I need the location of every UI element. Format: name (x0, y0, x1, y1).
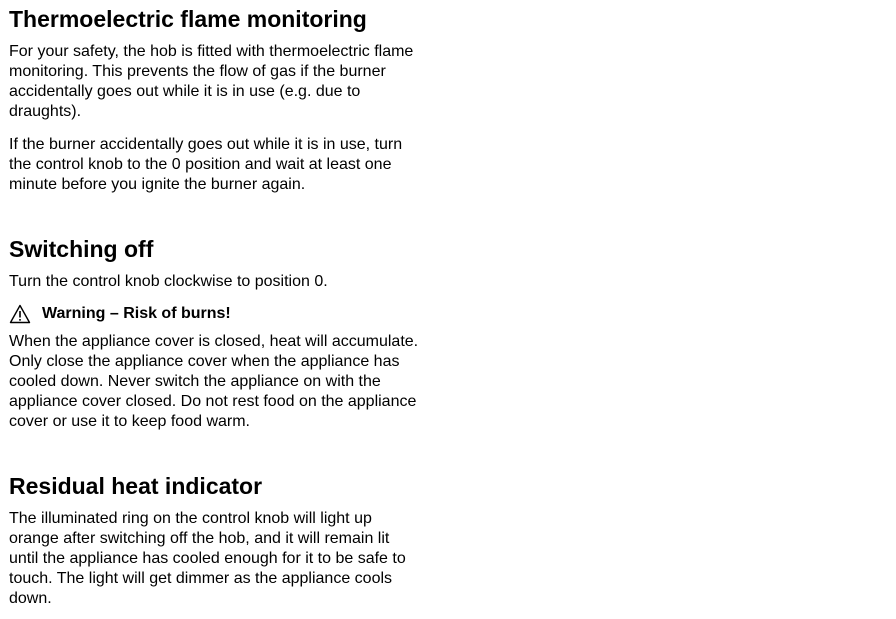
text-line: orange after switching off the hob, and it will remain lit (9, 530, 390, 547)
text-line: When the appliance cover is closed, heat will accumulate. (9, 333, 419, 350)
section-title-switching-off: Switching off (9, 236, 154, 262)
paragraph-switching-off (9, 272, 328, 292)
warning-label: Warning – Risk of burns! (42, 305, 231, 322)
text-line: For your safety, the hob is fitted with thermoelectric flame (9, 43, 414, 60)
text-line: cover or use it to keep food warm. (9, 413, 250, 430)
paragraph-burner-out (9, 135, 402, 195)
text-line: Turn the control knob clockwise to position 0. (9, 273, 328, 290)
text-line: appliance cover closed. Do not rest food on the appliance (9, 393, 417, 410)
text-line: If the burner accidentally goes out while it is in use, turn (9, 136, 403, 153)
text-line: the control knob to the 0 position and wait at least one (9, 156, 392, 173)
paragraph-warning-burns (9, 332, 418, 432)
text-line: monitoring. This prevents the flow of gas if the burner (9, 63, 386, 80)
section-title-residual-heat: Residual heat indicator (9, 473, 263, 499)
warning-heading (9, 302, 231, 326)
text-line: until the appliance has cooled enough for it to be safe to (9, 550, 406, 567)
text-line: draughts). (9, 103, 82, 120)
text-line: cooled down. Never switch the appliance on with the (9, 373, 381, 390)
text-line: accidentally goes out while it is in use (e.g. due to (9, 83, 361, 100)
warning-triangle-icon (9, 304, 31, 324)
text-line: Only close the appliance cover when the appliance has (9, 353, 400, 370)
text-line: The illuminated ring on the control knob will light up (9, 510, 372, 527)
paragraph-flame-monitoring (9, 42, 413, 122)
text-line: minute before you ignite the burner again. (9, 176, 306, 193)
text-line: down. (9, 590, 52, 607)
section-title-thermoelectric: Thermoelectric flame monitoring (9, 6, 367, 32)
text-line: touch. The light will get dimmer as the appliance cools (9, 570, 393, 587)
paragraph-residual-heat (9, 509, 406, 609)
